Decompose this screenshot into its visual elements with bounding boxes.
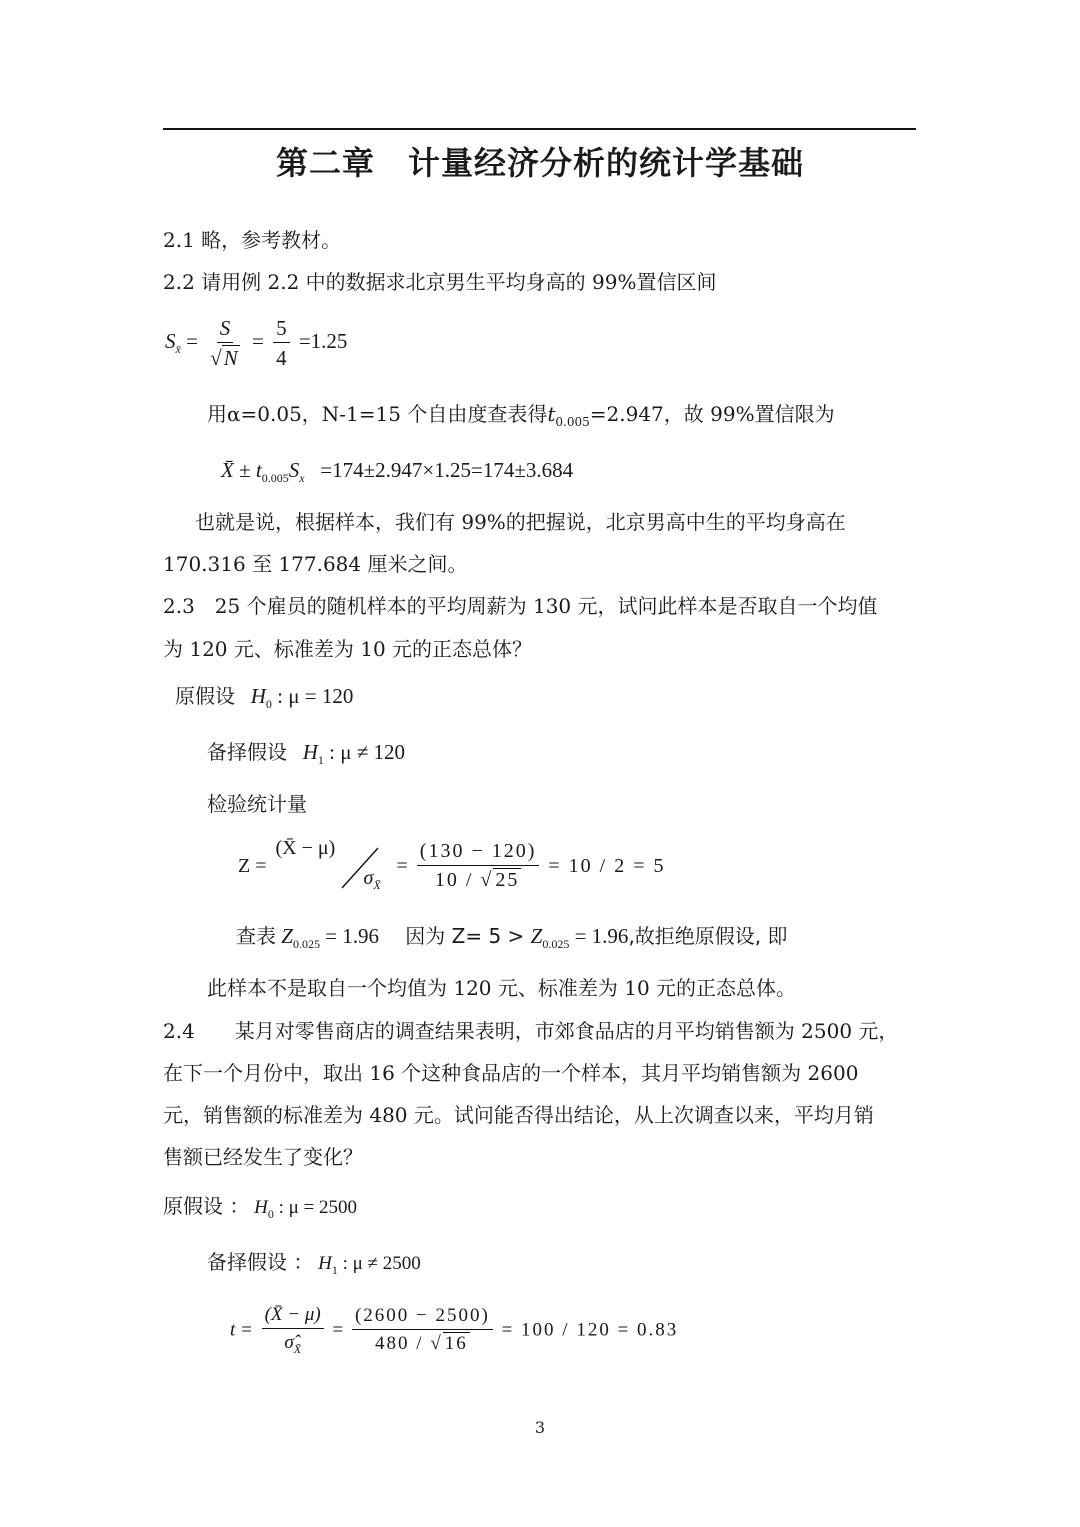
question-2-4-line3: 元，销售额的标准差为 480 元。试问能否得出结论，从上次调查以来，平均月销 <box>163 1103 874 1127</box>
section-2-1: 2.1 略，参考教材。 <box>163 228 342 252</box>
conclusion-2-3: 此样本不是取自一个均值为 120 元、标准差为 10 元的正态总体。 <box>207 976 797 1000</box>
fraction-t-symbolic: $\frac{(X̄ - \mu)}{\sigmâ_{X̄}}$ <box>262 1304 324 1356</box>
fraction-s-over-root-n: $\frac{S}{√N}$ <box>210 316 238 371</box>
question-2-4-line4: 售额已经发生了变化？ <box>163 1145 363 1169</box>
conclusion-2-2-line1: 也就是说，根据样本，我们有 99%的把握说，北京男高中生的平均身高在 <box>195 510 846 534</box>
fraction-t-values: $\frac{(2600 - 2500)}{480 / √ 16}$ <box>352 1305 493 1355</box>
null-hypothesis-2-4: 原假设 ： $H_0$ : μ = 2500 <box>163 1194 358 1221</box>
question-2-4-line2: 在下一个月份中，取出 16 个这种食品店的一个样本，其月平均销售额为 2600 <box>163 1061 859 1085</box>
alpha-line: 用α=0.05，N-1=15 个自由度查表得$t_{0.005}=2.947$，故 99%置信限为 <box>207 402 835 429</box>
question-2-3-line2: 为 120 元、标准差为 10 元的正态总体？ <box>163 637 533 661</box>
z-slash-fraction: (X̄ − μ) $\sigma_{X̄}$ <box>275 837 381 892</box>
confidence-interval-formula: X̄ ± $t_{0.005}S_x$ =174±2.947×1.25=174±3.684 <box>221 458 574 486</box>
formula-standard-error: $S_{x̄}$ = $\frac{S}{√N}$ = $\frac{5}{4}$ =1.25 <box>165 316 348 371</box>
test-statistic-label: 检验统计量 <box>207 792 307 816</box>
conclusion-2-2-line2: 170.316 至 177.684 厘米之间。 <box>163 552 468 576</box>
page-number: 3 <box>534 1418 546 1437</box>
question-2-3-line1: 2.3 25 个雇员的随机样本的平均周薪为 130 元，试问此样本是否取自一个均值 <box>163 594 878 618</box>
chapter-title: 第二章 计量经济分析的统计学基础 <box>275 144 804 182</box>
question-2-4-line1: 2.4 某月对零售商店的调查结果表明，市郊食品店的月平均销售额为 2500 元， <box>163 1019 899 1043</box>
z-lookup-line: 查表 $Z_{0.025} = 1.96$ 因为 $Z= 5 > Z_{0.025} = 1.96$,故拒绝原假设, 即 <box>236 924 788 952</box>
header-rule <box>163 128 916 130</box>
fraction-5-over-4: $\frac{5}{4}$ <box>273 316 290 370</box>
null-hypothesis-2-3: 原假设 $H_0$ : μ = 120 <box>175 684 354 712</box>
fraction-z-values: $\frac{(130 - 120)}{10 / √ 25}$ <box>417 840 540 892</box>
z-statistic-formula: Z = (X̄ − μ) $\sigma_{X̄}$ = $\frac{(130 - 120)}{10 / √ 25}$ = 10 / 2 = 5 <box>238 837 666 892</box>
alternative-hypothesis-2-4: 备择假设 ： $H_1$ : μ ≠ 2500 <box>207 1250 421 1277</box>
alternative-hypothesis-2-3: 备择假设 $H_1$ : μ ≠ 120 <box>207 740 406 768</box>
question-2-2: 2.2 请用例 2.2 中的数据求北京男生平均身高的 99%置信区间 <box>163 270 717 294</box>
t-statistic-formula: t = $\frac{(X̄ - \mu)}{\sigmâ_{X̄}}$ = $\frac{(2600 - 2500)}{480 / √ 16}$ = 100 / 120 = 0.83 <box>230 1304 679 1356</box>
